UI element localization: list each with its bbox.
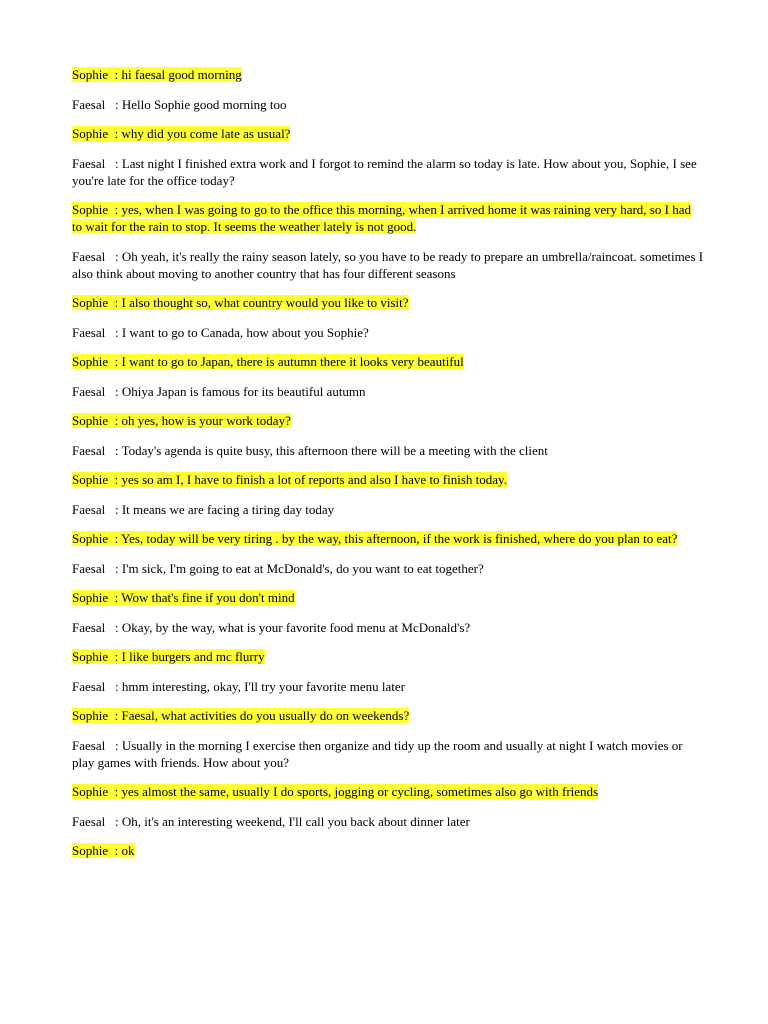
dialogue-line <box>72 737 704 771</box>
speaker-name: Sophie <box>72 784 109 799</box>
utterance-text: Yes, today will be very tiring . by the way, this afternoon, if the work is finished, where do you plan to eat? <box>121 531 678 546</box>
dialogue-line <box>72 353 704 370</box>
speaker-name: Faesal <box>72 156 106 171</box>
plain-text <box>72 97 287 112</box>
speaker-name: Sophie <box>72 295 109 310</box>
highlighted-text <box>72 295 409 310</box>
dialogue-line <box>72 383 704 400</box>
dialogue-line <box>72 471 704 488</box>
speaker-name: Faesal <box>72 814 106 829</box>
highlighted-text <box>72 202 691 234</box>
speaker-separator: : <box>108 590 122 605</box>
speaker-name: Sophie <box>72 67 109 82</box>
dialogue-line <box>72 294 704 311</box>
utterance-text: Okay, by the way, what is your favorite food menu at McDonald's? <box>121 620 471 635</box>
speaker-separator: : <box>108 295 122 310</box>
utterance-text: I also thought so, what country would you like to visit? <box>121 295 409 310</box>
dialogue-line <box>72 842 704 859</box>
plain-text <box>72 325 369 340</box>
highlighted-text <box>72 472 507 487</box>
plain-text <box>72 443 548 458</box>
speaker-separator: : <box>105 443 122 458</box>
speaker-separator: : <box>105 325 122 340</box>
speaker-separator: : <box>108 202 122 217</box>
speaker-separator: : <box>105 384 122 399</box>
dialogue-line <box>72 324 704 341</box>
speaker-name: Faesal <box>72 249 106 264</box>
utterance-text: I like burgers and mc flurry <box>121 649 265 664</box>
speaker-separator: : <box>108 649 122 664</box>
dialogue-line <box>72 248 704 282</box>
utterance-text: Faesal, what activities do you usually do on weekends? <box>121 708 410 723</box>
utterance-text: I want to go to Canada, how about you Sophie? <box>121 325 369 340</box>
speaker-name: Sophie <box>72 843 109 858</box>
dialogue-document <box>72 66 704 872</box>
speaker-separator: : <box>108 126 122 141</box>
speaker-name: Faesal <box>72 384 106 399</box>
highlighted-text <box>72 843 135 858</box>
speaker-name: Faesal <box>72 738 106 753</box>
speaker-name: Faesal <box>72 325 106 340</box>
speaker-separator: : <box>105 97 122 112</box>
speaker-separator: : <box>105 738 122 753</box>
highlighted-text <box>72 784 598 799</box>
dialogue-line <box>72 96 704 113</box>
utterance-text: Oh, it's an interesting weekend, I'll call you back about dinner later <box>121 814 470 829</box>
plain-text <box>72 156 697 188</box>
utterance-text: Wow that's fine if you don't mind <box>121 590 295 605</box>
dialogue-line <box>72 783 704 800</box>
highlighted-text <box>72 67 242 82</box>
utterance-text: Hello Sophie good morning too <box>121 97 287 112</box>
speaker-separator: : <box>105 561 122 576</box>
utterance-text: hi faesal good morning <box>121 67 242 82</box>
dialogue-line <box>72 442 704 459</box>
plain-text <box>72 384 366 399</box>
speaker-separator: : <box>108 531 122 546</box>
highlighted-text <box>72 413 291 428</box>
speaker-separator: : <box>108 413 122 428</box>
plain-text <box>72 249 703 281</box>
speaker-name: Faesal <box>72 502 106 517</box>
dialogue-line <box>72 619 704 636</box>
dialogue-line <box>72 813 704 830</box>
speaker-separator: : <box>108 843 122 858</box>
utterance-text: Ohiya Japan is famous for its beautiful autumn <box>121 384 366 399</box>
dialogue-line <box>72 501 704 518</box>
speaker-name: Sophie <box>72 126 109 141</box>
dialogue-line <box>72 707 704 724</box>
utterance-text: hmm interesting, okay, I'll try your favorite menu later <box>121 679 405 694</box>
highlighted-text <box>72 590 295 605</box>
highlighted-text <box>72 354 464 369</box>
highlighted-text <box>72 649 265 664</box>
speaker-separator: : <box>108 708 122 723</box>
utterance-text: Oh yeah, it's really the rainy season lately, so you have to be ready to prepare an umbrella/raincoat. sometimes I also think about moving to another country that has four different seasons <box>72 249 704 281</box>
utterance-text: yes, when I was going to go to the office this morning, when I arrived home it was raining very hard, so I had to wait for the rain to stop. It seems the weather lately is not good. <box>72 202 691 234</box>
dialogue-line <box>72 530 704 547</box>
plain-text <box>72 814 470 829</box>
utterance-text: I'm sick, I'm going to eat at McDonald's, do you want to eat together? <box>121 561 484 576</box>
utterance-text: Today's agenda is quite busy, this afternoon there will be a meeting with the client <box>121 443 548 458</box>
speaker-name: Sophie <box>72 472 109 487</box>
speaker-separator: : <box>105 814 122 829</box>
dialogue-line <box>72 66 704 83</box>
plain-text <box>72 561 484 576</box>
highlighted-text <box>72 531 677 546</box>
speaker-name: Sophie <box>72 531 109 546</box>
dialogue-line <box>72 560 704 577</box>
utterance-text: ok <box>121 843 135 858</box>
dialogue-line <box>72 155 704 189</box>
plain-text <box>72 620 470 635</box>
utterance-text: Usually in the morning I exercise then organize and tidy up the room and usually at night I watch movies or play games with friends. How about you? <box>72 738 683 770</box>
dialogue-line <box>72 201 704 235</box>
speaker-separator: : <box>105 502 122 517</box>
highlighted-text <box>72 708 409 723</box>
utterance-text: yes so am I, I have to finish a lot of reports and also I have to finish today. <box>121 472 507 487</box>
speaker-separator: : <box>105 620 122 635</box>
dialogue-line <box>72 412 704 429</box>
plain-text <box>72 679 405 694</box>
speaker-separator: : <box>105 679 122 694</box>
dialogue-line <box>72 678 704 695</box>
dialogue-line <box>72 589 704 606</box>
speaker-separator: : <box>108 354 122 369</box>
speaker-separator: : <box>108 67 122 82</box>
utterance-text: I want to go to Japan, there is autumn there it looks very beautiful <box>121 354 464 369</box>
highlighted-text <box>72 126 290 141</box>
speaker-name: Sophie <box>72 413 109 428</box>
speaker-name: Faesal <box>72 679 106 694</box>
dialogue-line <box>72 648 704 665</box>
plain-text <box>72 502 334 517</box>
speaker-name: Faesal <box>72 97 106 112</box>
speaker-name: Faesal <box>72 443 106 458</box>
speaker-name: Sophie <box>72 708 109 723</box>
speaker-name: Sophie <box>72 202 109 217</box>
speaker-separator: : <box>105 249 122 264</box>
speaker-name: Sophie <box>72 590 109 605</box>
plain-text <box>72 738 683 770</box>
speaker-name: Sophie <box>72 354 109 369</box>
utterance-text: yes almost the same, usually I do sports, jogging or cycling, sometimes also go with friends <box>121 784 599 799</box>
dialogue-line <box>72 125 704 142</box>
utterance-text: Last night I finished extra work and I forgot to remind the alarm so today is late. How about you, Sophie, I see you're late for the office today? <box>72 156 697 188</box>
speaker-separator: : <box>105 156 122 171</box>
speaker-name: Faesal <box>72 620 106 635</box>
speaker-separator: : <box>108 472 122 487</box>
utterance-text: oh yes, how is your work today? <box>121 413 291 428</box>
speaker-separator: : <box>108 784 122 799</box>
utterance-text: why did you come late as usual? <box>121 126 291 141</box>
utterance-text: It means we are facing a tiring day today <box>121 502 335 517</box>
speaker-name: Sophie <box>72 649 109 664</box>
speaker-name: Faesal <box>72 561 106 576</box>
